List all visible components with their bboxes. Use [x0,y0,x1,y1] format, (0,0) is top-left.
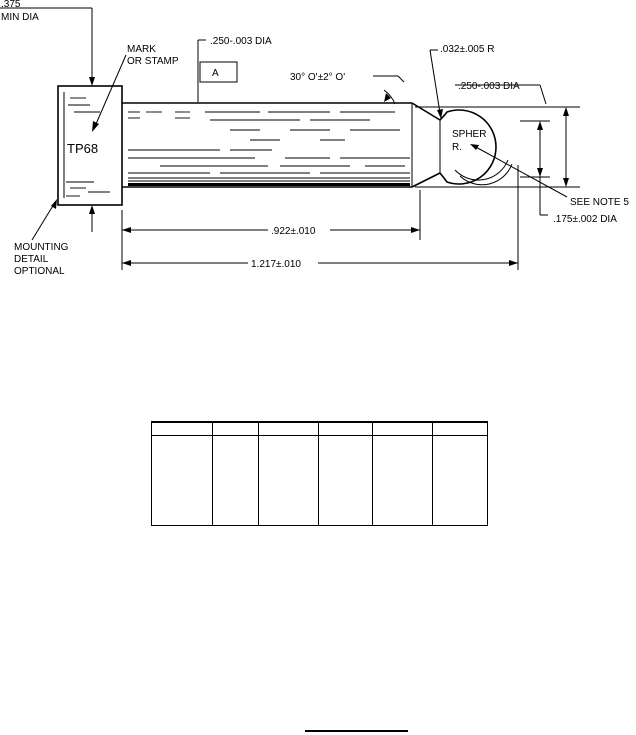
min-dia-value: .375 [1,0,21,10]
datum-label: A [212,68,219,79]
neck-dia-callout: .175±.002 DIA [553,214,617,225]
spher-label-line2: R. [452,142,462,153]
blank-data-table [151,421,488,526]
table-cell [373,436,433,526]
table-cell [213,436,259,526]
min-dia-label: MIN DIA [1,12,39,23]
table-cell [433,436,488,526]
table-header-cell [259,422,319,436]
table-header-cell [433,422,488,436]
overall-length-dim: 1.217±.010 [251,259,301,270]
mounting-label-line3: OPTIONAL [14,266,65,277]
table-row [152,436,488,526]
fillet-radius-callout: .032±.005 R [440,44,495,55]
angle-callout: 30° O'±2° O' [290,72,346,83]
table-header-cell [152,422,213,436]
table-header-cell [319,422,373,436]
pin-taper-and-ball [412,103,512,187]
shank-dia-callout: .250-.003 DIA [210,36,272,47]
table-cell [259,436,319,526]
see-note-label: SEE NOTE 5 [570,197,629,208]
pin-shank [122,103,412,187]
table-cell [152,436,213,526]
mounting-label-line1: MOUNTING [14,242,69,253]
shank-length-dim: .922±.010 [271,226,316,237]
spher-label-line1: SPHER [452,129,487,140]
table-header-cell [213,422,259,436]
part-marking: TP68 [67,141,99,156]
mark-label-line1: MARK [127,44,156,55]
mounting-label-line2: DETAIL [14,254,49,265]
table-cell [319,436,373,526]
table-header-row [152,422,488,436]
ball-dia-callout: .250-.003 DIA [458,81,520,92]
table-header-cell [373,422,433,436]
footer-rule [305,730,408,732]
mark-label-line2: OR STAMP [127,56,179,67]
